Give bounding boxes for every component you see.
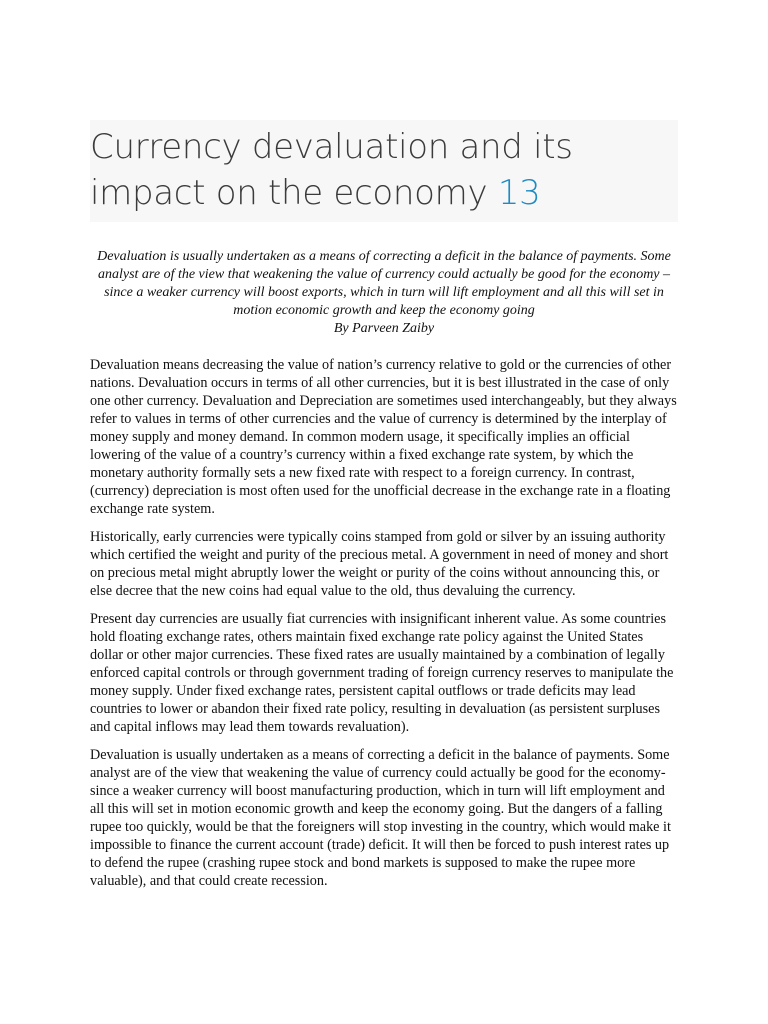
article-title-text: Currency devaluation and its impact on the economy — [90, 127, 573, 213]
body-paragraph: Historically, early currencies were typically coins stamped from gold or silver by an issuing authority which certified the weight and purity of the precious metal. A government in need of money and short on precious metal might abruptly lower the weight or purity of the coins without announcing this, or else decree that the new coins had equal value to the old, thus devaluing the currency. — [90, 529, 669, 599]
byline: By Parveen Zaiby — [333, 321, 435, 336]
title-block — [90, 120, 678, 222]
article-title — [90, 124, 674, 216]
article-lead — [90, 248, 678, 338]
comment-count[interactable]: 13 — [497, 173, 541, 213]
lead-text: Devaluation is usually undertaken as a means of correcting a deficit in the balance of payments. Some analyst are of the view that weakening the value of currency could actually be good for the economy – since a weaker currency will boost exports, which in turn will lift employment and all this will set in motion economic growth and keep the economy going — [97, 249, 671, 318]
body-paragraph: Devaluation means decreasing the value of nation’s currency relative to gold or the currencies of other nations. Devaluation occurs in terms of all other currencies, but it is best illustrated in the case of only one other currency. Devaluation and Depreciation are sometimes used interchangeably, but they always refer to values in terms of other currencies and the value of currency is determined by the interplay of money supply and money demand. In common modern usage, it specifically implies an official lowering of the value of a country’s currency within a fixed exchange rate system, by which the monetary authority formally sets a new fixed rate with respect to a foreign currency. In contrast, (currency) depreciation is most often used for the unofficial decrease in the exchange rate in a floating exchange rate system. — [90, 357, 677, 517]
body-paragraph: Present day currencies are usually fiat currencies with insignificant inherent value. As some countries hold floating exchange rates, others maintain fixed exchange rate policy against the United States dollar or other major currencies. These fixed rates are usually maintained by a combination of legally enforced capital controls or through government trading of foreign currency reserves to manipulate the money supply. Under fixed exchange rates, persistent capital outflows or trade deficits may lead countries to lower or abandon their fixed rate policy, resulting in devaluation (as persistent surpluses and capital inflows may lead them towards revaluation). — [90, 611, 674, 735]
body-paragraph: Devaluation is usually undertaken as a means of correcting a deficit in the balance of payments. Some analyst are of the view that weakening the value of currency could actually be good for the economy-since a weaker currency will boost manufacturing production, which in turn will lift employment and all this will set in motion economic growth and keep the economy going. But the dangers of a falling rupee too quickly, would be that the foreigners will stop investing in the country, which would make it impossible to finance the current account (trade) deficit. It will then be forced to push interest rates up to defend the rupee (crashing rupee stock and bond markets is supposed to make the rupee more valuable), and that could create recession. — [90, 747, 671, 889]
